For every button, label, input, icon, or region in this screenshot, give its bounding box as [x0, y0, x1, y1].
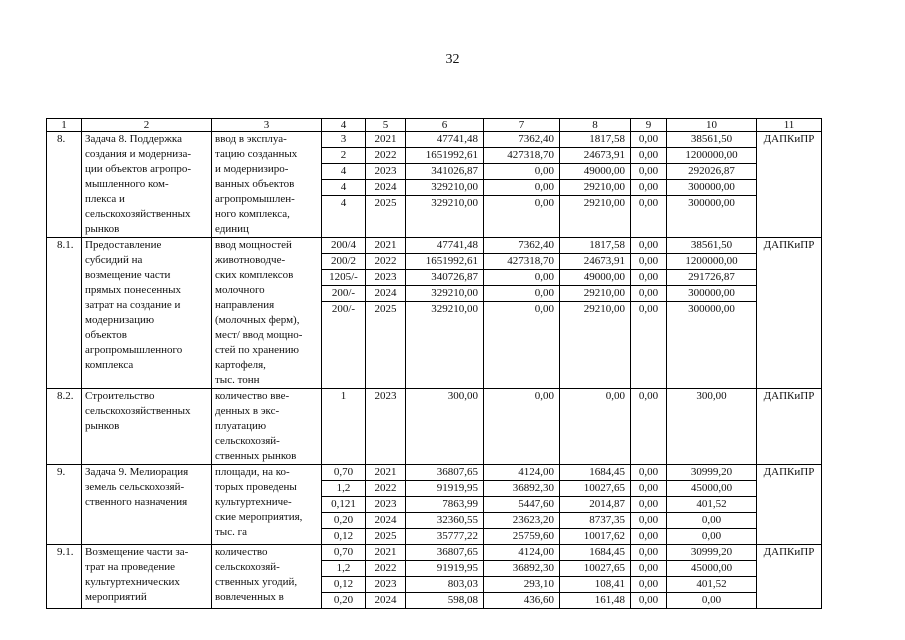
table-row [47, 238, 822, 389]
value-line: 0,00 [631, 481, 666, 497]
value-line: 0,00 [534, 390, 554, 402]
value-line: 0,00 [631, 513, 666, 529]
value-line: 1,2 [322, 481, 365, 497]
column-header: 7 [484, 119, 560, 132]
value-cell-c9 [631, 465, 667, 545]
value-line: 0,00 [484, 286, 559, 302]
row-indicator: количество сельскохозяй- ственных угодий, вовлеченных в [212, 545, 322, 609]
value-line: 2021 [366, 465, 405, 481]
value-line: 0,00 [631, 561, 666, 577]
value-line: 300000,00 [688, 197, 735, 209]
value-cell-c6 [406, 465, 484, 545]
value-line: 0,00 [631, 238, 666, 254]
column-header: 2 [82, 119, 212, 132]
value-line: 0,20 [333, 594, 354, 606]
column-header: 6 [406, 119, 484, 132]
value-line: 2021 [366, 545, 405, 561]
value-line: 0,00 [638, 594, 659, 606]
value-line: 3 [322, 132, 365, 148]
row-number: 8.1. [47, 238, 82, 389]
value-cell-c8 [560, 132, 631, 238]
value-line: 30999,20 [667, 465, 756, 481]
value-line: 49000,00 [560, 164, 630, 180]
value-line: 340726,87 [406, 270, 483, 286]
value-line: 0,00 [484, 164, 559, 180]
value-line: 803,03 [406, 577, 483, 593]
row-indicator: ввод мощностей животноводче- ских комплексов молочного направления (молочных ферм), мест/ ввод мощно- стей по хранению картофеля, тыс. тонн [212, 238, 322, 389]
value-line: 598,08 [447, 594, 478, 606]
column-header: 8 [560, 119, 631, 132]
value-line: 293,10 [484, 577, 559, 593]
value-line: 29210,00 [560, 286, 630, 302]
value-line: 2 [322, 148, 365, 164]
value-line: 0,20 [322, 513, 365, 529]
row-number: 9. [47, 465, 82, 545]
value-line: 1205/- [322, 270, 365, 286]
value-line: 0,00 [638, 390, 659, 402]
value-cell-c5 [366, 389, 406, 465]
value-line: 1651992,61 [406, 254, 483, 270]
row-number: 8.2. [47, 389, 82, 465]
value-line: 10027,65 [560, 481, 630, 497]
value-line: 2025 [374, 303, 397, 315]
value-line: 25759,60 [512, 530, 554, 542]
value-line: 0,00 [631, 148, 666, 164]
column-header: 3 [212, 119, 322, 132]
value-line: 329210,00 [406, 180, 483, 196]
value-line: 36892,30 [484, 561, 559, 577]
value-cell-c6 [406, 545, 484, 609]
value-line: 2024 [366, 286, 405, 302]
value-cell-c10 [667, 545, 757, 609]
value-line: 0,00 [638, 530, 659, 542]
value-line: 0,00 [631, 164, 666, 180]
value-line: 0,00 [631, 465, 666, 481]
value-cell-c5 [366, 238, 406, 389]
value-line: 23623,20 [484, 513, 559, 529]
value-line: 0,12 [333, 530, 354, 542]
row-number: 9.1. [47, 545, 82, 609]
value-cell-c4 [322, 465, 366, 545]
value-line: 300,00 [696, 390, 727, 402]
value-line: 108,41 [560, 577, 630, 593]
column-header: 4 [322, 119, 366, 132]
value-cell-c10 [667, 132, 757, 238]
row-name: Предоставление субсидий на возмещение части прямых понесенных затрат на создание и модернизацию объектов агропромышленного комплекса [82, 238, 212, 389]
value-line: 1 [340, 390, 347, 402]
value-line: 5447,60 [484, 497, 559, 513]
value-line: 4 [322, 180, 365, 196]
value-line: 2022 [366, 561, 405, 577]
value-line: 2021 [366, 238, 405, 254]
value-line: 2025 [374, 530, 397, 542]
value-line: 401,52 [667, 577, 756, 593]
value-line: 35777,22 [436, 530, 478, 542]
value-line: 1200000,00 [667, 148, 756, 164]
value-line: 329210,00 [406, 286, 483, 302]
table-row [47, 465, 822, 545]
value-cell-c4 [322, 389, 366, 465]
value-line: 91919,95 [406, 481, 483, 497]
row-name: Задача 9. Мелиорация земель сельскохозяй- ственного назначения [82, 465, 212, 545]
value-line: 2024 [374, 594, 397, 606]
value-cell-c10 [667, 465, 757, 545]
value-line: 30999,20 [667, 545, 756, 561]
value-line: 0,00 [638, 303, 659, 315]
value-line: 0,70 [322, 465, 365, 481]
value-line: 4124,00 [484, 545, 559, 561]
column-header: 11 [757, 119, 822, 132]
value-line: 1684,45 [560, 545, 630, 561]
value-line: 24673,91 [560, 148, 630, 164]
column-header: 5 [366, 119, 406, 132]
value-cell-c10 [667, 389, 757, 465]
value-line: 1817,58 [560, 238, 630, 254]
value-line: 0,00 [534, 303, 554, 315]
value-line: 300000,00 [667, 180, 756, 196]
responsible-party: ДАПКиПР [757, 389, 822, 465]
value-line: 0,00 [631, 545, 666, 561]
value-line: 341026,87 [406, 164, 483, 180]
value-line: 2022 [366, 481, 405, 497]
row-name: Возмещение части за- трат на проведение культуртехнических мероприятий [82, 545, 212, 609]
value-line: 2024 [366, 180, 405, 196]
value-line: 0,12 [322, 577, 365, 593]
value-line: 0,00 [631, 577, 666, 593]
value-line: 0,00 [605, 390, 625, 402]
value-line: 36807,65 [406, 465, 483, 481]
value-line: 4 [322, 164, 365, 180]
value-cell-c9 [631, 545, 667, 609]
value-line: 47741,48 [406, 132, 483, 148]
value-line: 29210,00 [583, 303, 625, 315]
row-indicator: площади, на ко- торых проведены культуртехниче- ские мероприятия, тыс. га [212, 465, 322, 545]
value-line: 292026,87 [667, 164, 756, 180]
value-line: 2025 [374, 197, 397, 209]
value-line: 10017,62 [583, 530, 625, 542]
value-line: 1817,58 [560, 132, 630, 148]
column-header: 9 [631, 119, 667, 132]
value-line: 1,2 [322, 561, 365, 577]
value-cell-c4 [322, 545, 366, 609]
value-line: 1200000,00 [667, 254, 756, 270]
value-line: 300000,00 [667, 286, 756, 302]
value-cell-c7 [484, 465, 560, 545]
value-line: 2022 [366, 148, 405, 164]
value-cell-c8 [560, 389, 631, 465]
value-line: 49000,00 [560, 270, 630, 286]
value-line: 401,52 [667, 497, 756, 513]
value-line: 45000,00 [667, 481, 756, 497]
value-line: 200/- [331, 303, 356, 315]
value-line: 0,00 [701, 594, 722, 606]
value-line: 7362,40 [484, 238, 559, 254]
row-indicator: ввод в эксплуа- тацию созданных и модернизиро- ванных объектов агропромышлен- ного комплекса, единиц [212, 132, 322, 238]
value-line: 200/4 [322, 238, 365, 254]
value-line: 427318,70 [484, 148, 559, 164]
value-line: 0,00 [638, 197, 659, 209]
table-row [47, 545, 822, 609]
value-line: 0,00 [631, 132, 666, 148]
value-line: 8737,35 [560, 513, 630, 529]
value-line: 2023 [366, 577, 405, 593]
value-line: 36807,65 [406, 545, 483, 561]
value-line: 300,00 [447, 390, 478, 402]
value-cell-c7 [484, 132, 560, 238]
value-line: 161,48 [594, 594, 625, 606]
value-line: 200/- [322, 286, 365, 302]
value-line: 47741,48 [406, 238, 483, 254]
value-line: 0,00 [667, 513, 756, 529]
value-line: 2023 [366, 497, 405, 513]
value-cell-c6 [406, 238, 484, 389]
value-cell-c10 [667, 238, 757, 389]
value-cell-c5 [366, 465, 406, 545]
value-cell-c6 [406, 389, 484, 465]
header-row [47, 119, 822, 132]
row-number: 8. [47, 132, 82, 238]
value-cell-c8 [560, 545, 631, 609]
value-line: 436,60 [523, 594, 554, 606]
table-row [47, 132, 822, 238]
value-line: 0,00 [631, 254, 666, 270]
value-line: 2023 [366, 164, 405, 180]
column-header: 10 [667, 119, 757, 132]
value-line: 1651992,61 [406, 148, 483, 164]
value-line: 0,00 [484, 270, 559, 286]
value-line: 2023 [366, 270, 405, 286]
value-cell-c5 [366, 132, 406, 238]
value-line: 4 [340, 197, 347, 209]
value-line: 38561,50 [667, 132, 756, 148]
value-cell-c9 [631, 132, 667, 238]
value-cell-c5 [366, 545, 406, 609]
value-line: 0,00 [484, 180, 559, 196]
column-header: 1 [47, 119, 82, 132]
value-line: 2024 [366, 513, 405, 529]
value-cell-c7 [484, 238, 560, 389]
value-line: 2023 [374, 390, 397, 402]
value-line: 7863,99 [406, 497, 483, 513]
value-line: 0,70 [322, 545, 365, 561]
responsible-party: ДАПКиПР [757, 238, 822, 389]
value-cell-c9 [631, 389, 667, 465]
value-line: 0,00 [631, 180, 666, 196]
value-line: 329210,00 [431, 197, 478, 209]
value-line: 300000,00 [688, 303, 735, 315]
value-line: 29210,00 [560, 180, 630, 196]
value-line: 10027,65 [560, 561, 630, 577]
value-cell-c7 [484, 389, 560, 465]
responsible-party: ДАПКиПР [757, 545, 822, 609]
value-line: 0,00 [631, 286, 666, 302]
value-line: 0,00 [631, 497, 666, 513]
value-line: 329210,00 [431, 303, 478, 315]
value-line: 24673,91 [560, 254, 630, 270]
row-name: Строительство сельскохозяйственных рынков [82, 389, 212, 465]
value-cell-c4 [322, 238, 366, 389]
value-line: 4124,00 [484, 465, 559, 481]
program-table [46, 118, 822, 609]
value-cell-c6 [406, 132, 484, 238]
value-line: 29210,00 [583, 197, 625, 209]
value-line: 2021 [366, 132, 405, 148]
value-line: 0,00 [701, 530, 722, 542]
value-line: 7362,40 [484, 132, 559, 148]
value-line: 38561,50 [667, 238, 756, 254]
value-line: 2014,87 [560, 497, 630, 513]
value-cell-c4 [322, 132, 366, 238]
page-number: 32 [445, 52, 460, 67]
value-line: 45000,00 [667, 561, 756, 577]
value-cell-c7 [484, 545, 560, 609]
value-line: 32360,55 [406, 513, 483, 529]
value-line: 291726,87 [667, 270, 756, 286]
responsible-party: ДАПКиПР [757, 465, 822, 545]
value-line: 0,121 [322, 497, 365, 513]
value-line: 0,00 [534, 197, 554, 209]
table-row [47, 389, 822, 465]
row-name: Задача 8. Поддержка создания и модерниза- ции объектов агропро- мышленного ком- плекса и сельскохозяйственных рынков [82, 132, 212, 238]
value-line: 0,00 [631, 270, 666, 286]
value-line: 1684,45 [560, 465, 630, 481]
value-cell-c8 [560, 465, 631, 545]
value-line: 91919,95 [406, 561, 483, 577]
responsible-party: ДАПКиПР [757, 132, 822, 238]
value-line: 200/2 [322, 254, 365, 270]
value-line: 2022 [366, 254, 405, 270]
row-indicator: количество вве- денных в экс- плуатацию сельскохозяй- ственных рынков [212, 389, 322, 465]
value-line: 36892,30 [484, 481, 559, 497]
value-cell-c8 [560, 238, 631, 389]
value-line: 427318,70 [484, 254, 559, 270]
value-cell-c9 [631, 238, 667, 389]
